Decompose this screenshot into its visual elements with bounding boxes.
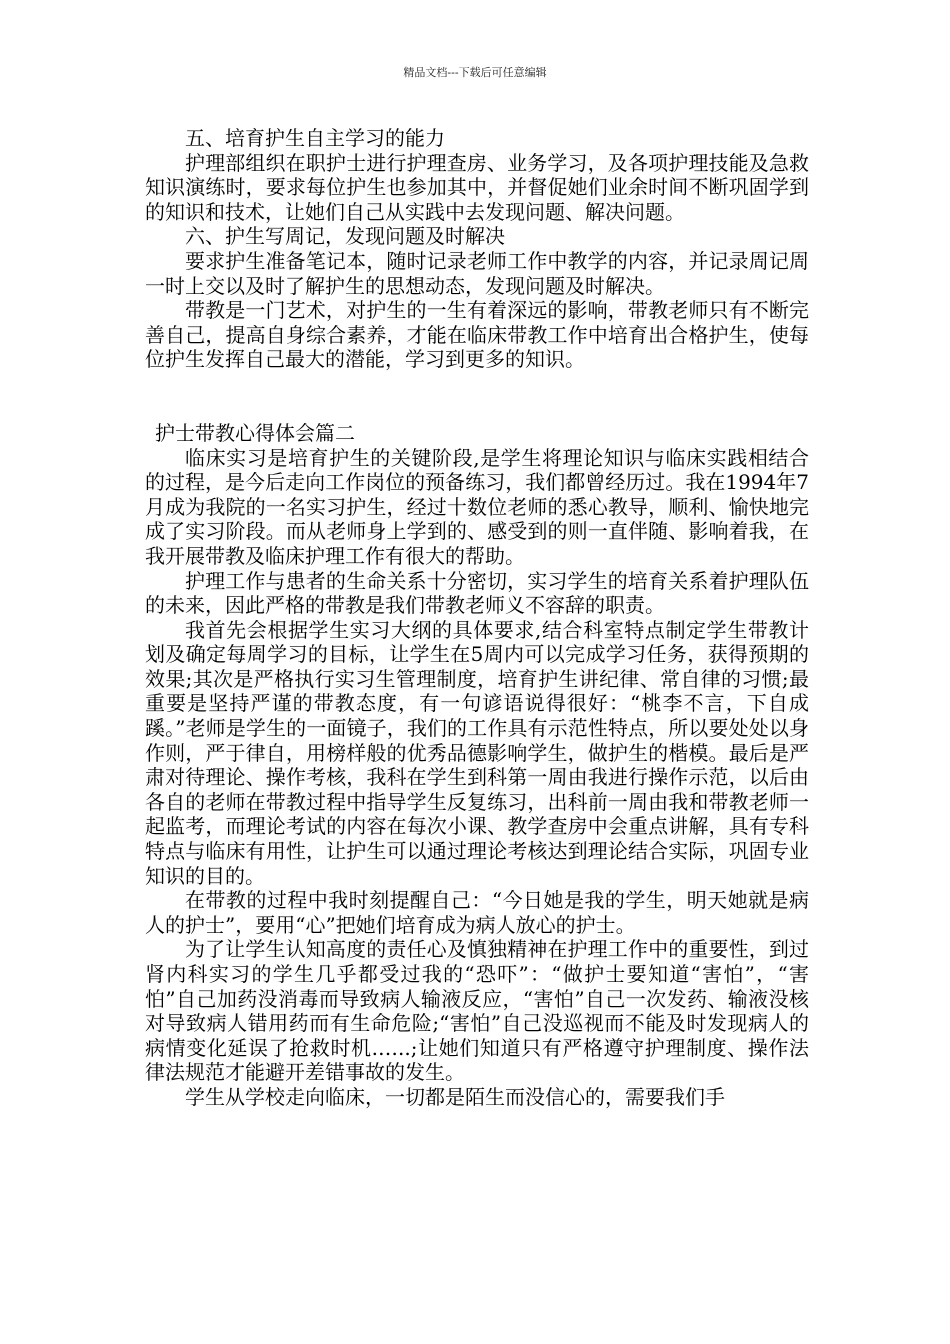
- paragraph: 护理部组织在职护士进行护理查房、业务学习，及各项护理技能及急救知识演练时，要求每位护生也参加其中，并督促她们业余时间不断巩固学到的知识和技术，让她们自己从实践中去发现问题、解决问题。: [145, 150, 809, 224]
- article-title: 护士带教心得体会篇二: [155, 420, 355, 445]
- page-header: 精品文档---下载后可任意编辑: [403, 66, 547, 79]
- document-body: [145, 126, 809, 1110]
- section-heading-5: 五、培育护生自主学习的能力: [185, 126, 445, 150]
- paragraph: 临床实习是培育护生的关键阶段,是学生将理论知识与临床实践相结合的过程，是今后走向工作岗位的预备练习，我们都曾经历过。我在1994年7月成为我院的一名实习护生，经过十数位老师的悉心教导，顺利、愉快地完成了实习阶段。而从老师身上学到的、感受到的则一直伴随、影响着我，在我开展带教及临床护理工作有很大的帮助。: [145, 445, 809, 568]
- section-heading-6: 六、护生写周记，发现问题及时解决: [185, 224, 505, 249]
- paragraph: 我首先会根据学生实习大纲的具体要求,结合科室特点制定学生带教计划及确定每周学习的目标，让学生在5周内可以完成学习任务，获得预期的效果;其次是严格执行实习生管理制度，培育护生讲纪律、常自律的习惯;最重要是坚持严谨的带教态度，有一句谚语说得很好：“桃李不言，下自成蹊。”老师是学生的一面镜子，我们的工作具有示范性特点，所以要处处以身作则，严于律自，用榜样般的优秀品德影响学生，做护生的楷模。最后是严肃对待理论、操作考核，我科在学生到科第一周由我进行操作示范，以后由各自的老师在带教过程中指导学生反复练习，出科前一周由我和带教老师一起监考，而理论考试的内容在每次小课、教学查房中会重点讲解，具有专科特点与临床有用性，让护生可以通过理论考核达到理论结合实际，巩固专业知识的目的。: [145, 617, 809, 888]
- paragraph: 要求护生准备笔记本，随时记录老师工作中教学的内容，并记录周记周一时上交以及时了解护生的思想动态，发现问题及时解决。: [145, 248, 809, 298]
- paragraph: 护理工作与患者的生命关系十分密切，实习学生的培育关系着护理队伍的未来，因此严格的带教是我们带教老师义不容辞的职责。: [145, 568, 809, 618]
- paragraph: 带教是一门艺术，对护生的一生有着深远的影响，带教老师只有不断完善自己，提高自身综合素养，才能在临床带教工作中培育出合格护生，使每位护生发挥自己最大的潜能，学习到更多的知识。: [145, 298, 809, 372]
- paragraph: 在带教的过程中我时刻提醒自己：“今日她是我的学生，明天她就是病人的护士”，要用“心”把她们培育成为病人放心的护士。: [145, 888, 809, 937]
- section-spacer: [145, 372, 809, 421]
- paragraph: 学生从学校走向临床，一切都是陌生而没信心的，需要我们手: [185, 1084, 725, 1109]
- paragraph: 为了让学生认知高度的责任心及慎独精神在护理工作中的重要性，到过肾内科实习的学生几乎都受过我的“恐吓”：“做护士要知道“害怕”，“害怕”自己加药没消毒而导致病人输液反应，“害怕”自己一次发药、输液没核对导致病人错用药而有生命危险;“害怕”自己没巡视而不能及时发现病人的病情变化延误了抢救时机.…..;让她们知道只有严格遵守护理制度、操作法律法规范才能避开差错事故的发生。: [145, 937, 809, 1085]
